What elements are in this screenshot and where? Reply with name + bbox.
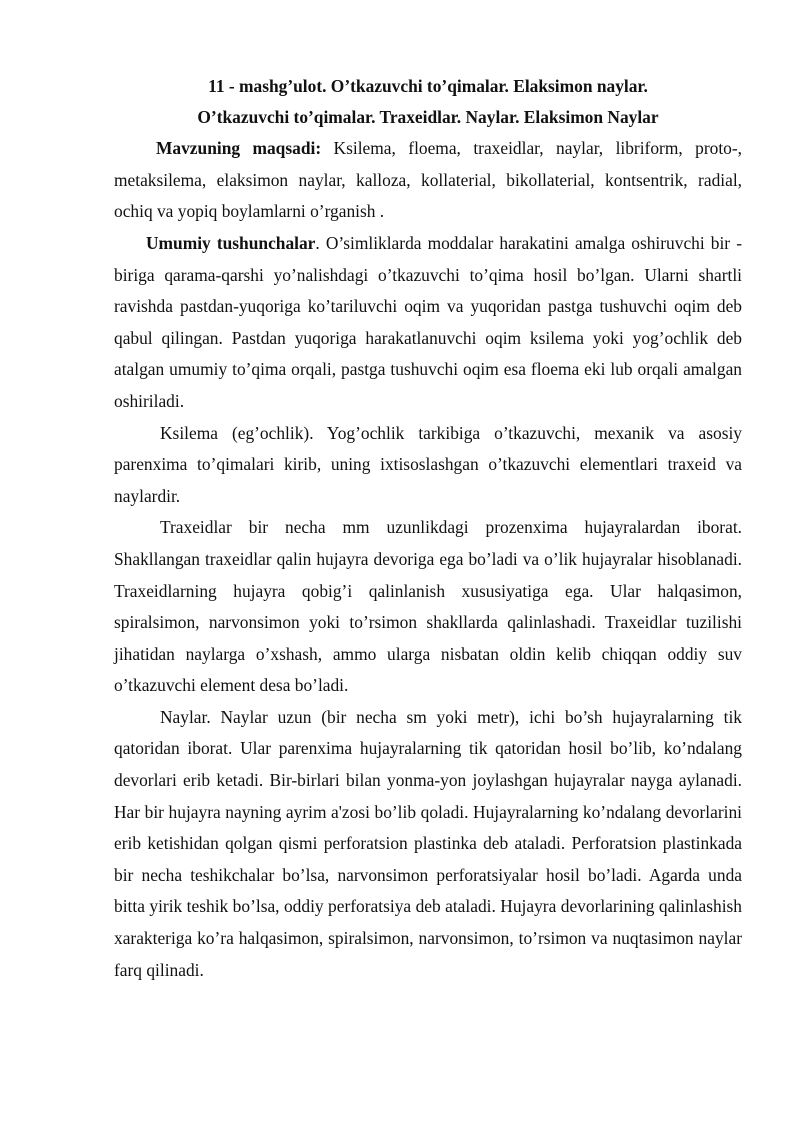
paragraph-ksilema: Ksilema (eg’ochlik). Yog’ochlik tarkibiga o’tkazuvchi, mexanik va asosiy parenxima to’qimalari kirib, uning ixtisoslashgan o’tkazuvchi elementlari traxeid va naylardir. bbox=[114, 422, 742, 506]
paragraph-traxeidlar: Traxeidlar bir necha mm uzunlikdagi prozenxima hujayralardan iborat. Shakllangan traxeidlar qalin hujayra devoriga ega bo’ladi va o’lik hujayralar hisoblanadi. Traxeidlarning hujayra qobig’i qalinlanish xususiyatiga ega. Ular halqasimon, spiralsimon, narvonsimon yoki to’rsimon shakllarda qalinlashadi. Traxeidlar tuzilishi jihatidan naylarga o’xshash, ammo ularga nisbatan oldin kelib chiqqan oddiy suv o’tkazuvchi element desa bo’ladi. bbox=[114, 517, 742, 696]
paragraph-naylar: Naylar. Naylar uzun (bir necha sm yoki metr), ichi bo’sh hujayralarning tik qatoridan iborat. Ular parenxima hujayralarning tik qatoridan hosil bo’lib, ko’ndalang devorlari erib ketadi. Bir-birlari bilan yonma-yon joylashgan hujayralar nayga aylanadi. Har bir hujayra nayning ayrim a'zosi bo’lib qoladi. Hujayralarning ko’ndalang devorlarini erib ketishidan qolgan qismi perforatsion plastinka deb ataladi. Perforatsion plastinkada bir necha teshikchalar bo’lsa, narvonsimon perforatsiyalar hosil bo’ladi. Agarda unda bitta yirik teshik bo’lsa, oddiy perforatsiya deb ataladi. Hujayra devorlarining qalinlashish xarakteriga ko’ra halqasimon, spiralsimon, narvonsimon, to’rsimon va nuqtasimon naylar farq qilinadi. bbox=[114, 706, 742, 980]
concepts-lead: Umumiy tushunchalar bbox=[146, 232, 316, 253]
concepts-text: . O’simliklarda moddalar harakatini amalga oshiruvchi bir - biriga qarama-qarshi yo’nalishdagi o’tkazuvchi to’qima hosil bo’lgan. Ularni shartli ravishda pastdan-yuqoriga ko’tariluvchi oqim va yuqoridan pastga tushuvchi oqim deb qabul qilingan. Pastdan yuqoriga harakatlanuvchi oqim ksilema yoki yog’ochlik deb atalgan umumiy to’qima orqali, pastga tushuvchi oqim esa floema eki lub orqali amalgan oshiriladi. bbox=[114, 232, 742, 411]
document-title-line-1: 11 - mashg’ulot. O’tkazuvchi to’qimalar. Elaksimon naylar. bbox=[208, 76, 648, 96]
document-page bbox=[114, 71, 742, 986]
document-title-line-2: O’tkazuvchi to’qimalar. Traxeidlar. Naylar. Elaksimon Naylar bbox=[197, 106, 659, 127]
goal-paragraph bbox=[114, 133, 742, 228]
goal-text: Ksilema, floema, traxeidlar, naylar, libriform, proto-, metaksilema, elaksimon naylar, kalloza, kollaterial, bikollaterial, kontsentrik, radial, ochiq va yopiq boylamlarni o’rganish . bbox=[114, 138, 742, 222]
goal-lead: Mavzuning maqsadi: bbox=[156, 138, 322, 159]
concepts-paragraph bbox=[114, 228, 742, 418]
